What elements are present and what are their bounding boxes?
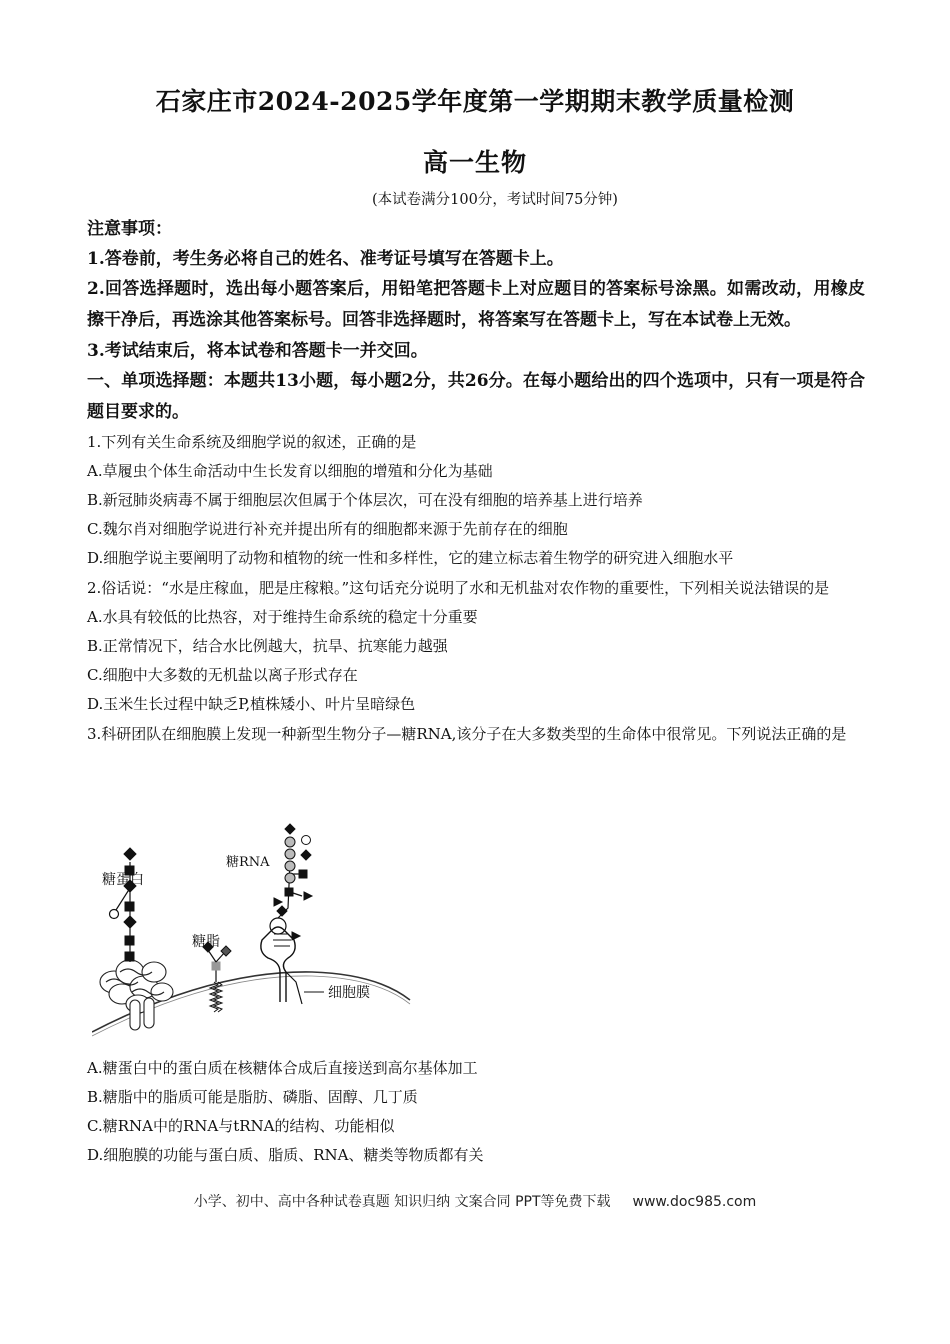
page-subtitle: 高一生物 — [422, 148, 527, 177]
footer-text: 小学、初中、高中各种试卷真题 知识归纳 文案合同 PPT等免费下载 — [193, 1194, 611, 1210]
question-1-stem: 1.下列有关生命系统及细胞学说的叙述，正确的是 — [87, 433, 417, 451]
glycoprotein-sugar-chain — [110, 848, 137, 962]
glycorna — [261, 862, 302, 1004]
membrane-label: 细胞膜 — [328, 985, 370, 1001]
question-2-option-d: D.玉米生长过程中缺乏P,植株矮小、叶片呈暗绿色 — [87, 695, 416, 713]
question-2-option-c: C.细胞中大多数的无机盐以离子形式存在 — [87, 666, 358, 684]
exam-meta: (本试卷满分100分，考试时间75分钟) — [372, 192, 618, 208]
glycolipid — [203, 942, 231, 1012]
question-3-options — [87, 1054, 865, 1170]
notice-item-1: 1.答卷前，考生务必将自己的姓名、准考证号填写在答题卡上。 — [87, 249, 564, 269]
question-3-option-d: D.细胞膜的功能与蛋白质、脂质、RNA、糖类等物质都有关 — [87, 1146, 484, 1164]
page-footer — [0, 1191, 950, 1211]
question-1-option-d: D.细胞学说主要阐明了动物和植物的统一性和多样性，它的建立标志着生物学的研究进入细胞水平 — [87, 549, 734, 567]
glycoprotein-protein — [100, 960, 173, 1030]
membrane-figure — [92, 822, 412, 1042]
glycolipid-label: 糖脂 — [192, 934, 220, 950]
question-1-option-a: A.草履虫个体生命活动中生长发育以细胞的增殖和分化为基础 — [87, 462, 493, 480]
question-3-option-a: A.糖蛋白中的蛋白质在核糖体合成后直接送到高尔基体加工 — [87, 1059, 478, 1077]
question-1-option-b: B.新冠肺炎病毒不属于细胞层次但属于个体层次，可在没有细胞的培养基上进行培养 — [87, 491, 643, 509]
question-1-option-c: C.魏尔肖对细胞学说进行补充并提出所有的细胞都来源于先前存在的细胞 — [87, 520, 568, 538]
notice-item-2: 2.回答选择题时，选出每小题答案后，用铅笔把答题卡上对应题目的答案标号涂黑。如需改动，用橡皮擦干净后，再选涂其他答案标号。回答非选择题时，将答案写在答题卡上，写在本试卷上无效。 — [87, 279, 865, 330]
question-2-stem: 2.俗话说：“水是庄稼血，肥是庄稼粮。”这句话充分说明了水和无机盐对农作物的重要性，下列相关说法错误的是 — [87, 579, 830, 597]
question-3-option-c: C.糖RNA中的RNA与tRNA的结构、功能相似 — [87, 1117, 395, 1135]
question-2-option-b: B.正常情况下，结合水比例越大，抗旱、抗寒能力越强 — [87, 637, 448, 655]
glycorna-sugar-chain — [274, 824, 312, 940]
notice-item-3: 3.考试结束后，将本试卷和答题卡一并交回。 — [87, 341, 428, 361]
question-2-option-a: A.水具有较低的比热容，对于维持生命系统的稳定十分重要 — [87, 608, 478, 626]
exam-content — [87, 214, 865, 749]
question-3-stem: 3.科研团队在细胞膜上发现一种新型生物分子—糖RNA,该分子在大多数类型的生命体中很常见。下列说法正确的是 — [87, 725, 847, 743]
section-heading: 一、单项选择题：本题共13小题，每小题2分，共26分。在每小题给出的四个选项中，只有一项是符合题目要求的。 — [87, 371, 865, 422]
page-title: 石家庄市2024-2025学年度第一学期期末教学质量检测 — [155, 87, 795, 116]
notice-heading: 注意事项： — [87, 219, 172, 239]
glycorna-label: 糖RNA — [226, 855, 270, 870]
footer-url[interactable]: www.doc985.com — [632, 1194, 757, 1210]
glycoprotein-label: 糖蛋白 — [102, 872, 144, 888]
question-3-option-b: B.糖脂中的脂质可能是脂肪、磷脂、固醇、几丁质 — [87, 1088, 418, 1106]
